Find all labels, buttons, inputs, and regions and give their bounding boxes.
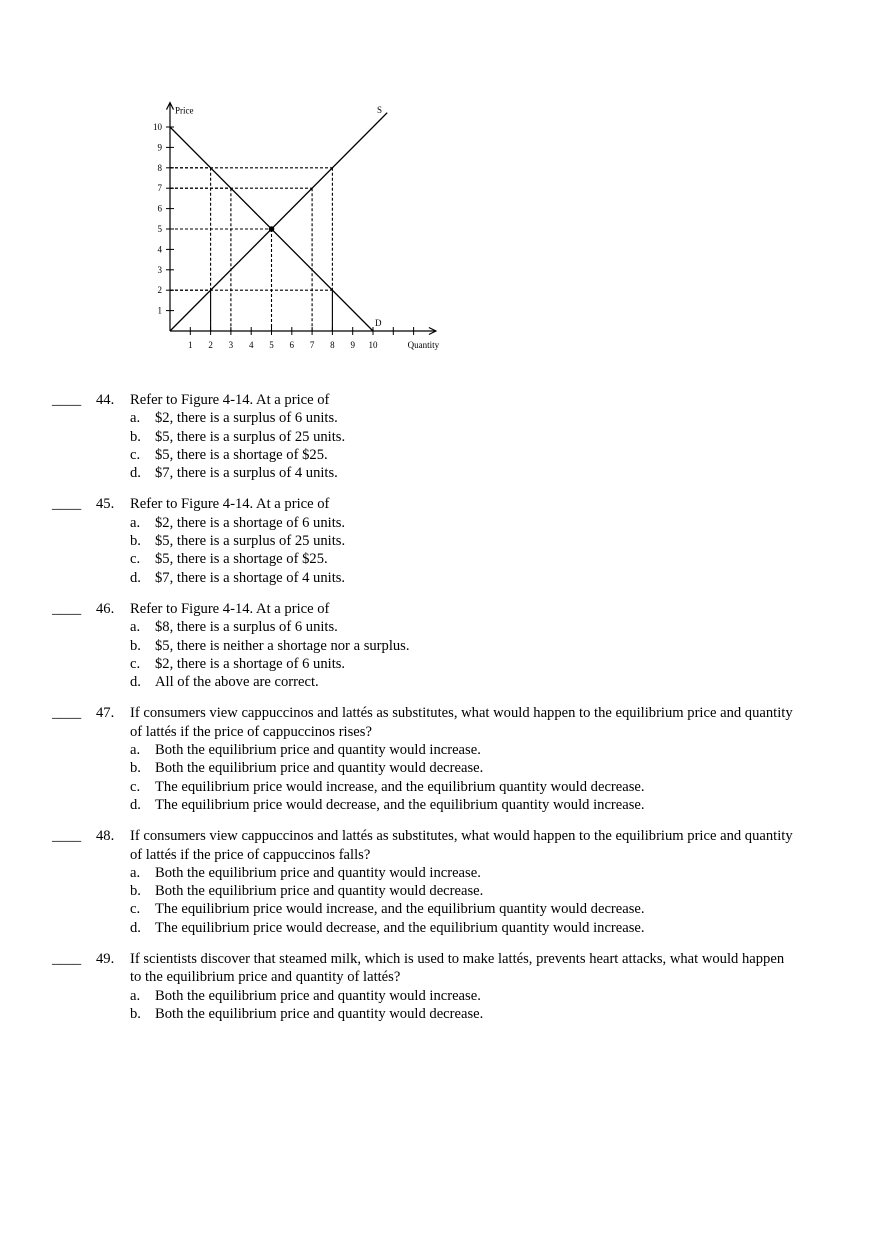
- choice-text: Both the equilibrium price and quantity would increase.: [155, 987, 481, 1004]
- answer-blank: ____: [52, 951, 82, 968]
- y-tick-label: 6: [157, 203, 162, 214]
- choice-text: $5, there is a shortage of $25.: [155, 446, 328, 463]
- x-tick-label: 3: [228, 340, 234, 350]
- choice-text: Both the equilibrium price and quantity would increase.: [155, 742, 481, 759]
- choice-c: [0, 655, 880, 673]
- choice-text: The equilibrium price would increase, and the equilibrium quantity would decrease.: [155, 901, 645, 918]
- x-tick-label: 1: [188, 340, 193, 350]
- question-stem: [0, 495, 880, 513]
- choice-letter: a.: [130, 864, 141, 881]
- y-tick-label: 5: [157, 224, 162, 234]
- choice-letter: a.: [130, 742, 141, 759]
- choice-text: $5, there is a surplus of 25 units.: [155, 533, 346, 550]
- choice-a: [0, 409, 880, 427]
- question-number: 46.: [96, 600, 115, 617]
- choice-c: [0, 550, 880, 568]
- choice-letter: b.: [130, 428, 141, 445]
- choice-text: $5, there is neither a shortage nor a surplus.: [155, 637, 410, 654]
- question-stem: [0, 704, 880, 741]
- chart-curves: [170, 113, 387, 331]
- question-text: Refer to Figure 4-14. At a price of: [130, 392, 330, 408]
- x-tick-label: 4: [248, 340, 254, 350]
- choice-letter: b.: [130, 883, 141, 900]
- choice-text: Both the equilibrium price and quantity would decrease.: [155, 883, 484, 900]
- question-number: 48.: [96, 828, 115, 845]
- choice-text: $2, there is a shortage of 6 units.: [155, 514, 346, 531]
- choice-text: The equilibrium price would decrease, and the equilibrium quantity would increase.: [155, 796, 645, 813]
- x-tick-label: 5: [269, 340, 274, 350]
- choice-d: [0, 569, 880, 587]
- answer-blank: ____: [52, 828, 82, 845]
- choice-letter: b.: [130, 637, 141, 654]
- answer-blank: ____: [52, 705, 82, 722]
- question-number: 45.: [96, 496, 115, 513]
- question-stem: [0, 600, 880, 618]
- supply-label: S: [377, 104, 383, 115]
- chart-labels: [153, 105, 440, 350]
- choice-c: [0, 778, 880, 796]
- y-tick-label: 9: [157, 142, 162, 153]
- y-tick-label: 10: [153, 122, 162, 132]
- x-tick-label: 2: [208, 340, 213, 350]
- choice-text: $5, there is a surplus of 25 units.: [155, 428, 346, 445]
- choice-a: [0, 864, 880, 882]
- choice-text: All of the above are correct.: [155, 674, 319, 691]
- demand-label: D: [375, 318, 382, 328]
- question-46: [0, 600, 880, 691]
- choice-d: [0, 919, 880, 937]
- choice-text: $7, there is a surplus of 4 units.: [155, 465, 338, 482]
- choice-b: [0, 428, 880, 446]
- choice-b: [0, 759, 880, 777]
- choice-letter: a.: [130, 619, 141, 636]
- choice-letter: b.: [130, 533, 141, 550]
- answer-blank: ____: [52, 496, 82, 513]
- choice-letter: d.: [130, 919, 141, 936]
- y-tick-label: 3: [157, 264, 162, 275]
- question-number: 49.: [96, 951, 115, 968]
- choice-c: [0, 900, 880, 918]
- choice-letter: d.: [130, 569, 141, 586]
- y-tick-label: 1: [157, 305, 162, 316]
- choice-text: $5, there is a shortage of $25.: [155, 551, 328, 568]
- choice-letter: a.: [130, 410, 141, 427]
- question-number: 44.: [96, 392, 115, 408]
- question-text: Refer to Figure 4-14. At a price of: [130, 600, 330, 617]
- choice-letter: d.: [130, 674, 141, 691]
- choice-text: $2, there is a surplus of 6 units.: [155, 410, 338, 427]
- choice-letter: a.: [130, 514, 141, 531]
- equilibrium-point: [269, 226, 275, 232]
- choice-letter: c.: [130, 446, 141, 463]
- x-axis-title: Quantity: [407, 340, 440, 350]
- choice-b: [0, 637, 880, 655]
- question-list: [0, 391, 880, 1036]
- choice-letter: d.: [130, 465, 141, 482]
- choice-letter: d.: [130, 796, 141, 813]
- choice-letter: c.: [130, 778, 141, 795]
- choice-d: [0, 796, 880, 814]
- choice-letter: b.: [130, 1005, 141, 1022]
- question-number: 47.: [96, 705, 115, 722]
- supply-demand-chart: [140, 98, 460, 360]
- x-tick-label: 7: [309, 340, 315, 350]
- choice-letter: a.: [130, 987, 141, 1004]
- question-text: If consumers view cappuccinos and lattés as substitutes, what would happen to the equilibrium price and quantity of lattés if the price of cappuccinos falls?: [130, 828, 793, 863]
- choice-letter: c.: [130, 655, 141, 672]
- choice-text: Both the equilibrium price and quantity would decrease.: [155, 1005, 484, 1022]
- question-49: [0, 950, 880, 1023]
- question-44: [0, 391, 880, 482]
- choice-text: Both the equilibrium price and quantity would increase.: [155, 864, 481, 881]
- choice-text: Both the equilibrium price and quantity would decrease.: [155, 760, 484, 777]
- choice-text: $8, there is a surplus of 6 units.: [155, 619, 338, 636]
- choice-text: $2, there is a shortage of 6 units.: [155, 655, 346, 672]
- choice-b: [0, 882, 880, 900]
- answer-blank: ____: [52, 600, 82, 617]
- y-axis-title: Price: [175, 105, 194, 116]
- y-tick-label: 8: [157, 162, 162, 173]
- choice-a: [0, 618, 880, 636]
- question-stem: [0, 391, 880, 409]
- y-tick-label: 4: [157, 244, 162, 255]
- choice-d: [0, 673, 880, 691]
- choice-letter: c.: [130, 551, 141, 568]
- choice-letter: b.: [130, 760, 141, 777]
- choice-c: [0, 446, 880, 464]
- choice-text: The equilibrium price would decrease, and the equilibrium quantity would increase.: [155, 919, 645, 936]
- x-tick-label: 9: [350, 340, 355, 350]
- answer-blank: ____: [52, 392, 82, 408]
- y-tick-label: 2: [157, 285, 162, 296]
- choice-a: [0, 741, 880, 759]
- y-tick-label: 7: [157, 183, 162, 194]
- x-tick-label: 10: [368, 340, 378, 350]
- choice-d: [0, 464, 880, 482]
- chart-axes: [166, 103, 436, 335]
- question-text: If scientists discover that steamed milk, which is used to make lattés, prevents heart attacks, what would happen to the equilibrium price and quantity of lattés?: [130, 951, 785, 986]
- choice-a: [0, 514, 880, 532]
- question-text: If consumers view cappuccinos and lattés as substitutes, what would happen to the equilibrium price and quantity of lattés if the price of cappuccinos rises?: [130, 705, 793, 740]
- choice-a: [0, 987, 880, 1005]
- question-47: [0, 704, 880, 814]
- choice-b: [0, 532, 880, 550]
- choice-letter: c.: [130, 901, 141, 918]
- question-stem: [0, 827, 880, 864]
- choice-text: $7, there is a shortage of 4 units.: [155, 569, 346, 586]
- x-tick-label: 6: [289, 340, 295, 350]
- choice-text: The equilibrium price would increase, and the equilibrium quantity would decrease.: [155, 778, 645, 795]
- question-text: Refer to Figure 4-14. At a price of: [130, 496, 330, 513]
- question-stem: [0, 950, 880, 987]
- question-48: [0, 827, 880, 937]
- question-45: [0, 495, 880, 586]
- x-tick-label: 8: [330, 340, 335, 350]
- choice-b: [0, 1005, 880, 1023]
